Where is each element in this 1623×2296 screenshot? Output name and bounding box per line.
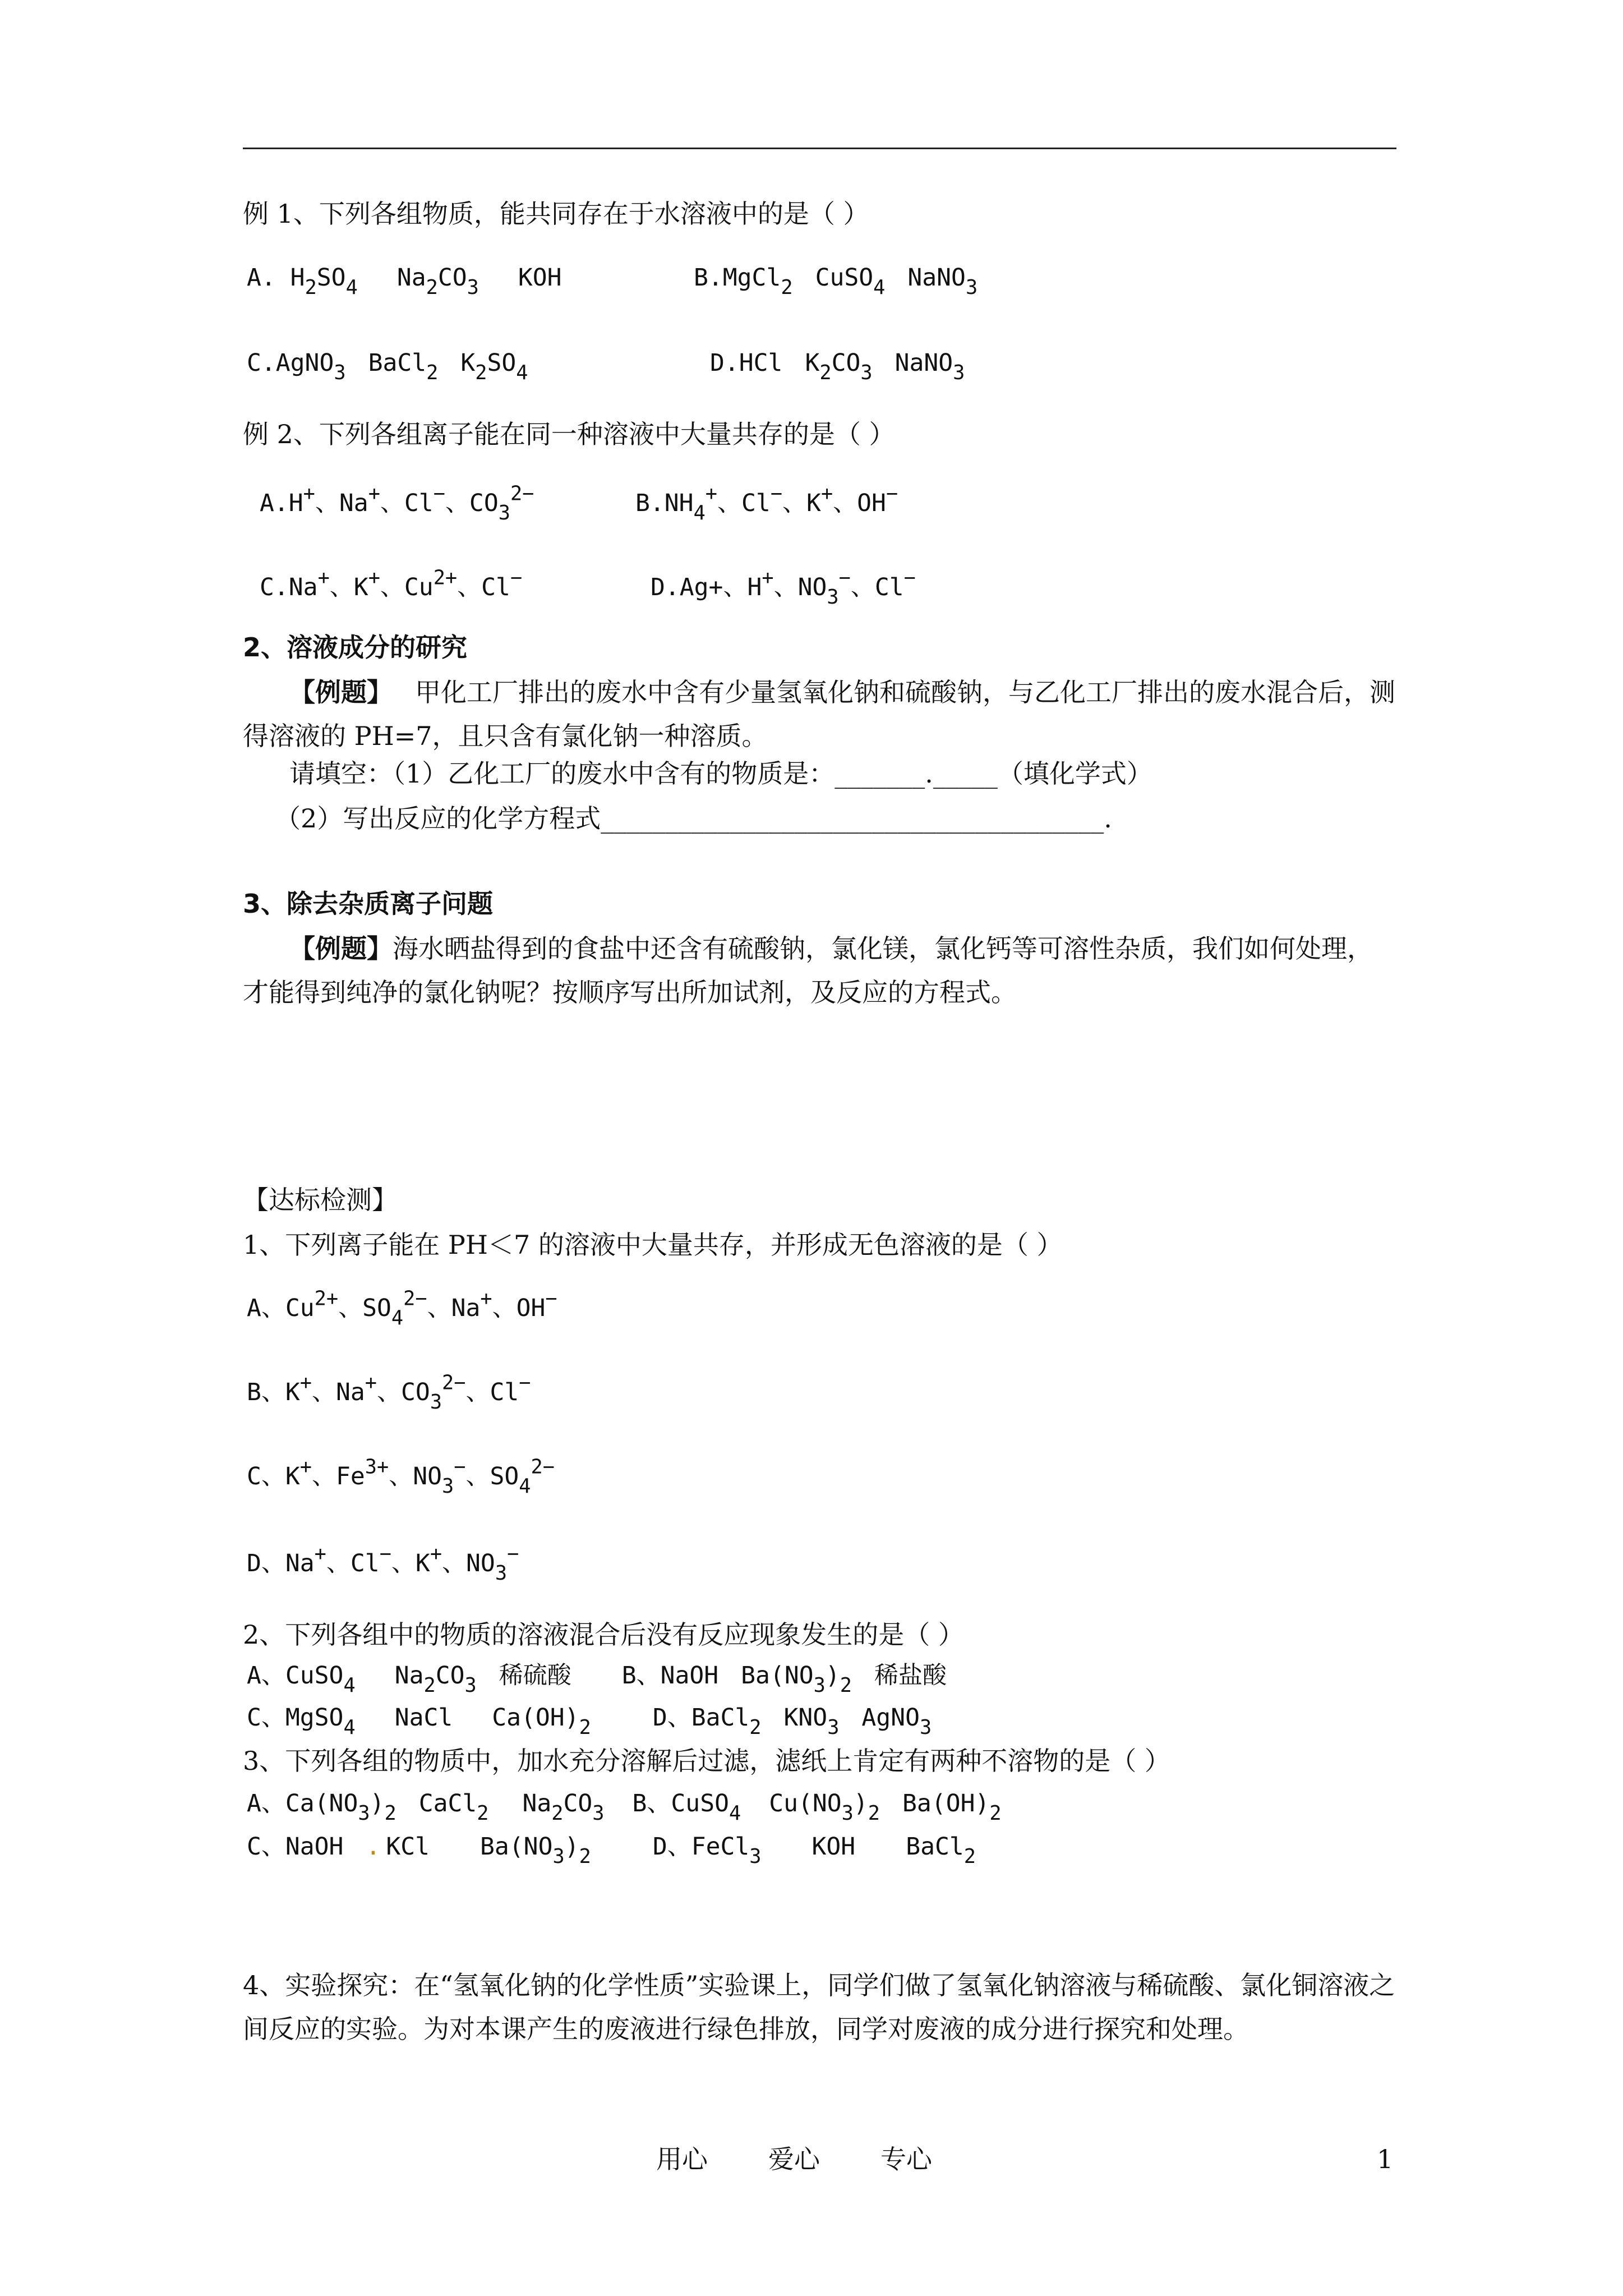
check-question-2: 2、下列各组中的物质的溶液混合后没有反应现象发生的是（ ） — [243, 1619, 964, 1650]
check-q2-options-cd: C、MgSO$_4$ NaCl $Ca(OH)_2$ D、BaCl$_2$ $KNO_3$ AgNO$_3$ — [247, 1704, 932, 1739]
example1-option-c: C.AgNO$_3$ BaCl$_2$ $K_2SO_4$ — [247, 349, 528, 384]
header-rule — [243, 148, 1396, 149]
example1-question: 例 1、下列各组物质，能共同存在于水溶液中的是（ ） — [243, 199, 869, 229]
check-q1-option-c: C、K+、$Fe^{3+}$、$NO_3^-$、$SO_4^{2-}$ — [247, 1455, 555, 1498]
example2-option-d: D.Ag+、H+、$NO_3^-$、Cl− — [651, 566, 916, 609]
section3-heading: 3、除去杂质离子问题 — [243, 889, 494, 919]
footer-text-middle: 爱心 — [768, 2144, 820, 2174]
check-q2-options-ab: A、CuSO$_4$ $Na_2CO_3$ 稀硫酸 B、NaOH $Ba(NO_3)_2$ 稀盐酸 — [247, 1662, 947, 1697]
example1-option-d: D.HCl $K_2CO_3$ NaNO$_3$ — [710, 349, 965, 384]
check-q3-options-cd: C、NaOH . KCl $Ba(NO_3)_2$ D、FeCl$_3$ KOH BaCl$_2$ — [247, 1833, 976, 1868]
section2-heading: 2、溶液成分的研究 — [243, 632, 468, 662]
section2-example-paragraph: 【例题】 甲化工厂排出的废水中含有少量氢氧化钠和硫酸钠，与乙化工厂排出的废水混合后，测得溶液的 PH=7，且只含有氯化钠一种溶质。 — [243, 677, 1395, 751]
example2-option-b: $B.NH_4^+$、Cl−、K+、OH− — [635, 482, 898, 524]
footer-text-right: 专心 — [880, 2144, 932, 2174]
check-title: 【达标检测】 — [243, 1185, 398, 1215]
example1-option-a: A. $H_2SO_4$ $Na_2CO_3$ KOH — [247, 264, 562, 299]
footer-text-left: 用心 — [656, 2144, 708, 2174]
page-number: 1 — [1377, 2144, 1394, 2174]
example2-question: 例 2、下列各组离子能在同一种溶液中大量共存的是（ ） — [243, 419, 895, 449]
check-question-1: 1、下列离子能在 PH＜7 的溶液中大量共存，并形成无色溶液的是（ ） — [243, 1230, 1063, 1260]
example2-option-a: A.H+、Na+、Cl−、$CO_3^{2-}$ — [260, 482, 534, 524]
check-q1-option-d: D、Na+、Cl−、K+、$NO_3^-$ — [247, 1542, 519, 1585]
example1-option-b: B.MgCl$_2$ CuSO$_4$ NaNO$_3$ — [694, 264, 978, 299]
section2-fill-question-1: 请填空：（1）乙化工厂的废水中含有的物质是：_______._____（填化学式） — [289, 758, 1152, 789]
check-q1-option-a: A、$Cu^{2+}$、$SO_4^{2-}$、Na+、OH− — [247, 1287, 557, 1329]
check-q1-option-b: B、K+、Na+、$CO_3^{2-}$、Cl− — [247, 1371, 531, 1414]
check-q3-options-ab: A、$Ca(NO_3)_2$ CaCl$_2$ $Na_2CO_3$ B、CuSO$_4$ $Cu(NO_3)_2$ $Ba(OH)_2$ — [247, 1789, 1002, 1825]
section3-example-paragraph: 【例题】海水晒盐得到的食盐中还含有硫酸钠，氯化镁，氯化钙等可溶性杂质，我们如何处理，才能得到纯净的氯化钠呢？按顺序写出所加试剂，及反应的方程式。 — [243, 933, 1373, 1007]
check-question-3: 3、下列各组的物质中，加水充分溶解后过滤，滤纸上肯定有两种不溶物的是（ ） — [243, 1746, 1170, 1776]
example2-option-c: C.Na+、K+、$Cu^{2+}$、Cl− — [260, 566, 523, 601]
check-question-4: 4、实验探究：在“氢氧化钠的化学性质”实验课上，同学们做了氢氧化钠溶液与稀硫酸、氯化铜溶液之间反应的实验。为对本课产生的废液进行绿色排放，同学对废液的成分进行探究和处理。 — [243, 1970, 1395, 2044]
section2-fill-question-2: （2）写出反应的化学方程式_______________________________________. — [275, 803, 1112, 834]
